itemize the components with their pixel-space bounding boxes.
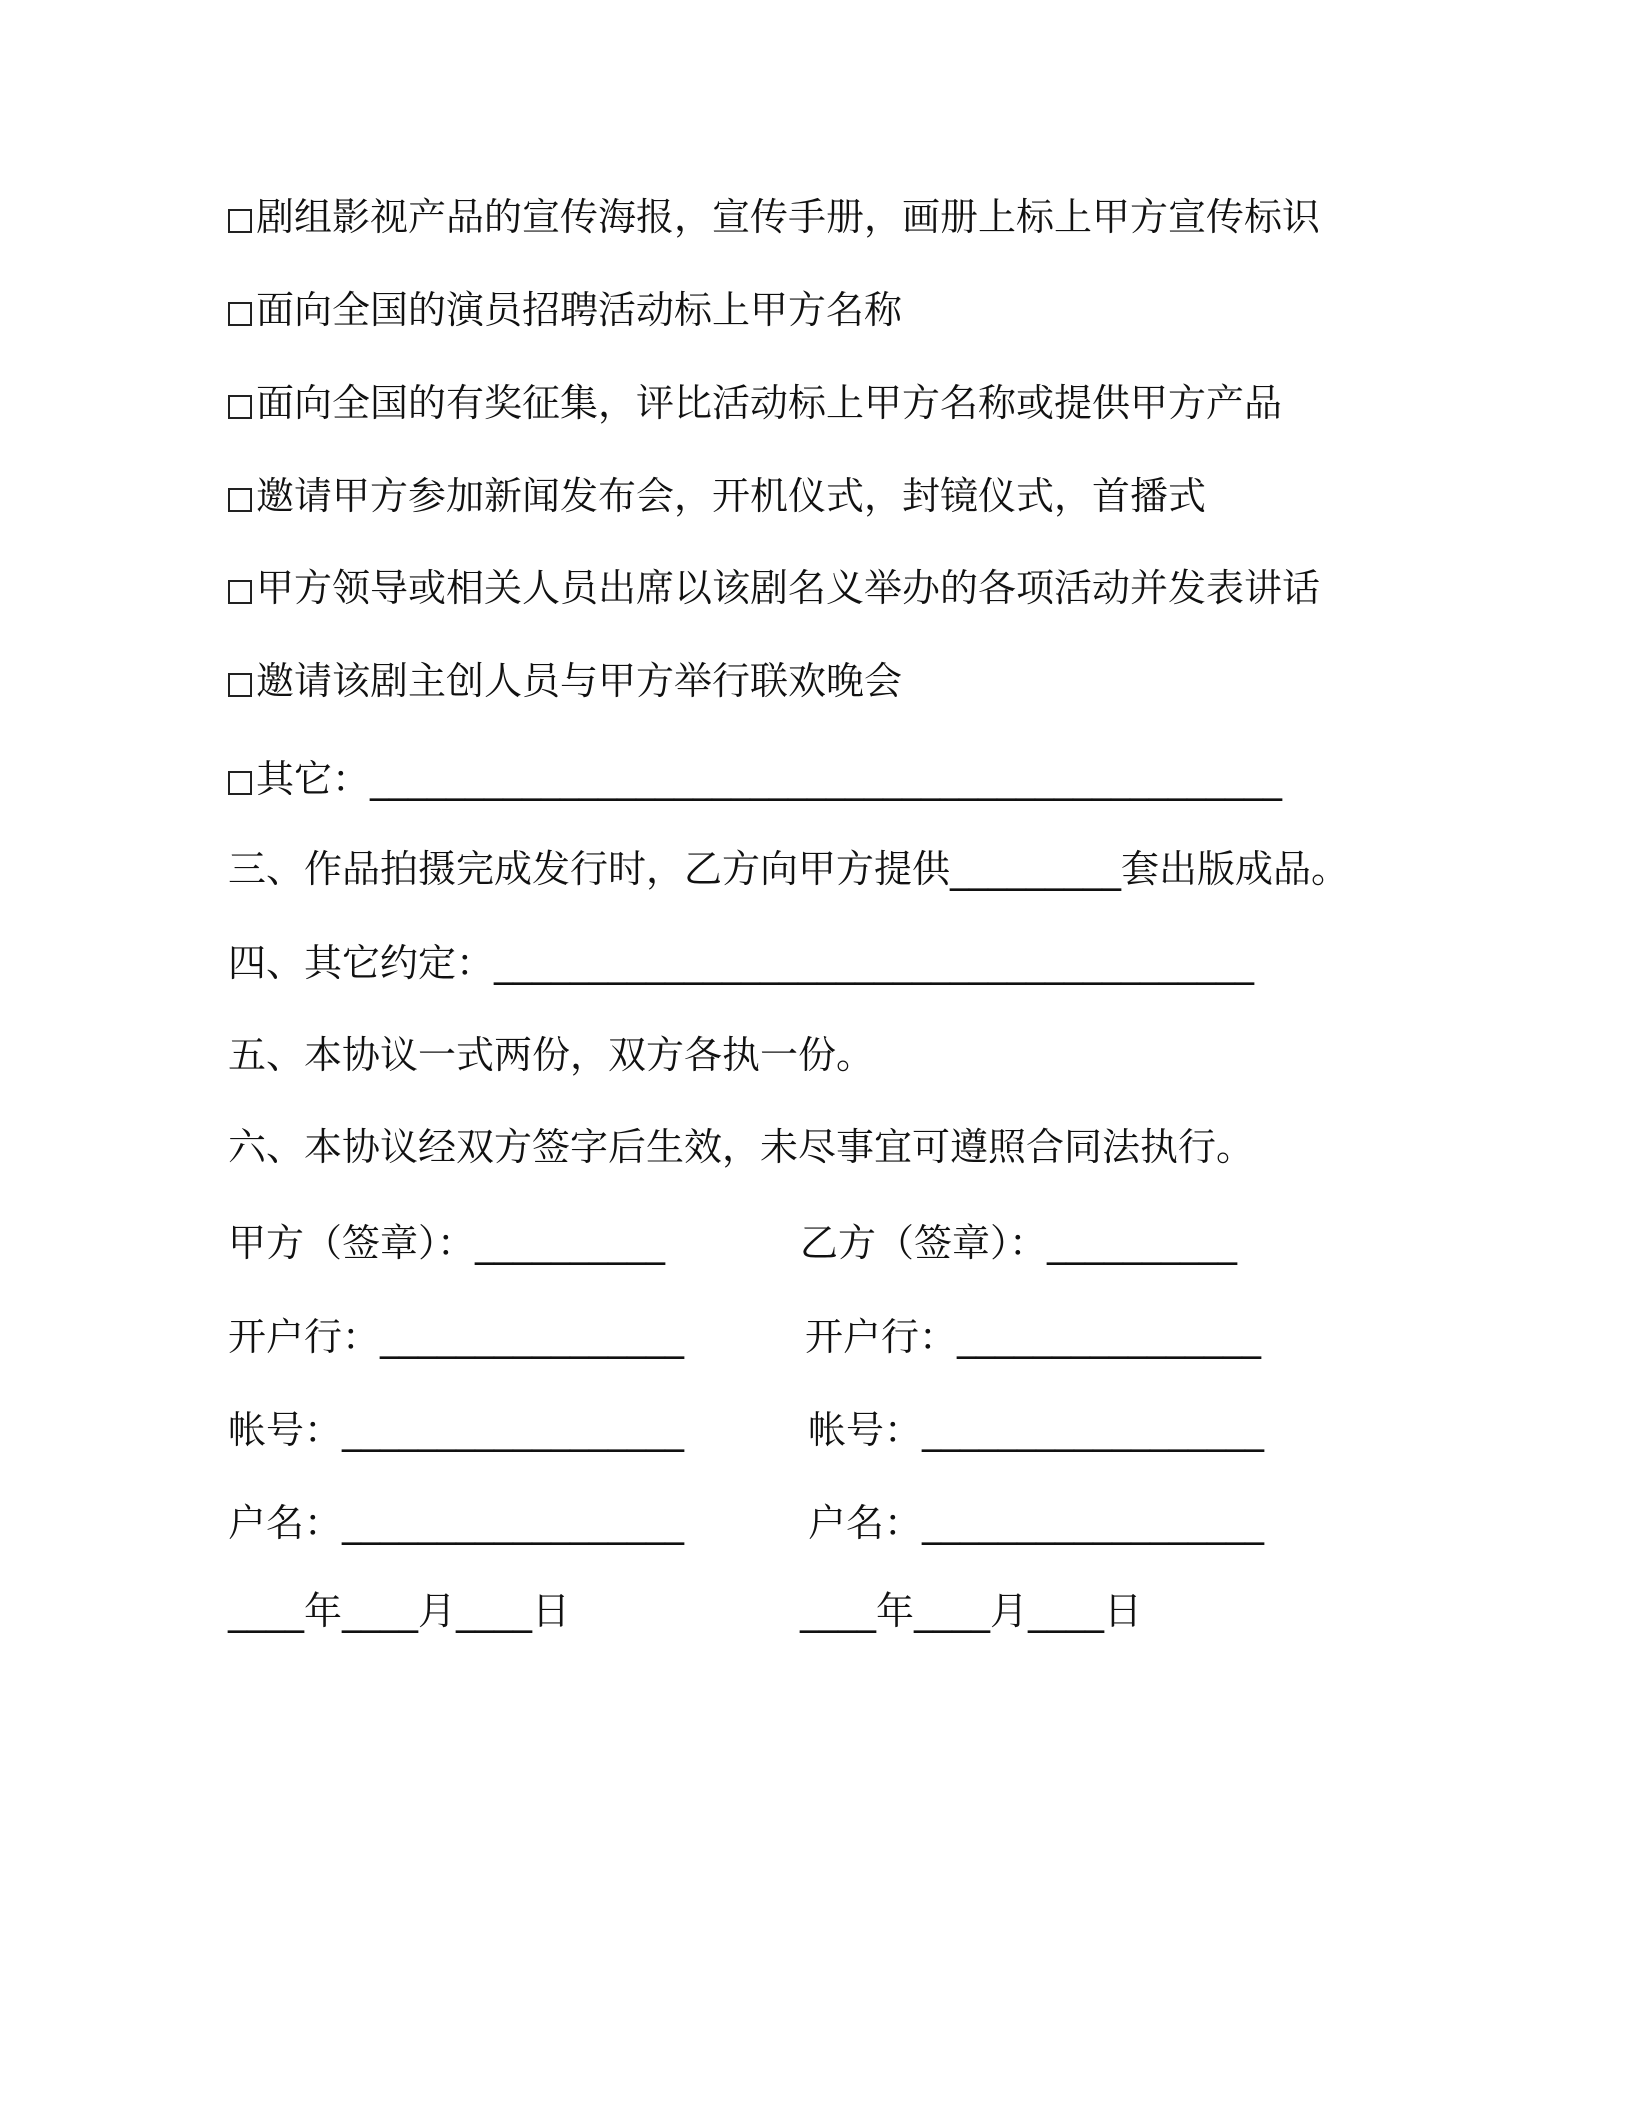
clause-6: 六、本协议经双方签字后生效，未尽事宜可遵照合同法执行。 bbox=[228, 1125, 1255, 1169]
party-b-account-name: 户名：__________________ bbox=[808, 1501, 1265, 1545]
checkbox[interactable] bbox=[228, 771, 252, 795]
party-b-seal: 乙方（签章）：__________ bbox=[800, 1221, 1238, 1265]
checkbox[interactable] bbox=[228, 395, 252, 419]
clause-4: 四、其它约定：________________________________________ bbox=[228, 941, 1255, 985]
party-a-account-name: 户名：__________________ bbox=[228, 1501, 685, 1545]
clause-5: 五、本协议一式两份，双方各执一份。 bbox=[228, 1033, 875, 1077]
party-a-seal: 甲方（签章）：__________ bbox=[228, 1221, 666, 1265]
checklist-item-4: 邀请甲方参加新闻发布会，开机仪式，封镜仪式，首播式 bbox=[228, 471, 1206, 521]
checklist-item-other: 其它：________________________________________________ bbox=[228, 754, 1282, 804]
checkbox[interactable] bbox=[228, 580, 252, 604]
checkbox[interactable] bbox=[228, 673, 252, 697]
checklist-item-1: 剧组影视产品的宣传海报，宣传手册，画册上标上甲方宣传标识 bbox=[228, 192, 1320, 242]
party-b-account: 帐号：__________________ bbox=[808, 1408, 1265, 1452]
party-a-date: ____年____月____日 bbox=[228, 1589, 571, 1633]
checkbox[interactable] bbox=[228, 209, 252, 233]
checkbox[interactable] bbox=[228, 302, 252, 326]
party-b-bank: 开户行：________________ bbox=[805, 1315, 1262, 1359]
checkbox[interactable] bbox=[228, 488, 252, 512]
checklist-item-2: 面向全国的演员招聘活动标上甲方名称 bbox=[228, 285, 902, 335]
checklist-item-3: 面向全国的有奖征集，评比活动标上甲方名称或提供甲方产品 bbox=[228, 378, 1282, 428]
clause-3: 三、作品拍摄完成发行时，乙方向甲方提供_________套出版成品。 bbox=[228, 847, 1350, 891]
checklist-item-5: 甲方领导或相关人员出席以该剧名义举办的各项活动并发表讲话 bbox=[228, 563, 1320, 613]
party-a-account: 帐号：__________________ bbox=[228, 1408, 685, 1452]
checklist-item-6: 邀请该剧主创人员与甲方举行联欢晚会 bbox=[228, 656, 902, 706]
party-a-bank: 开户行：________________ bbox=[228, 1315, 685, 1359]
party-b-date: ____年____月____日 bbox=[800, 1589, 1143, 1633]
